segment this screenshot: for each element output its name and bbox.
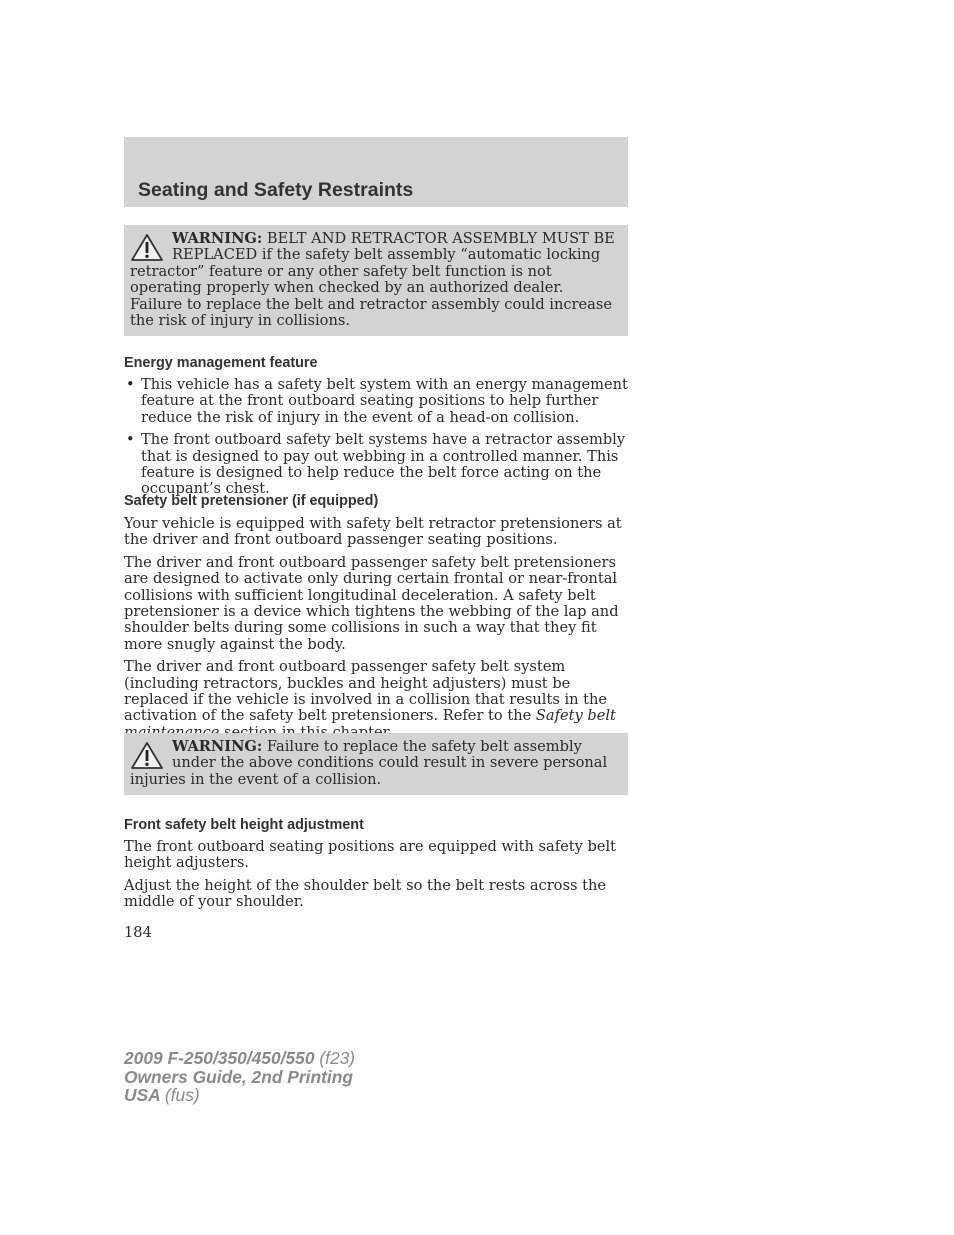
- footer-market: USA: [124, 1085, 161, 1106]
- list-item: • The front outboard safety belt systems have a retractor assembly that is designed to pay out webbing in a controlled manner. This feature is designed to help reduce the belt force acting on the occupant’s chest.: [126, 431, 626, 498]
- energy-management-section: [124, 355, 628, 504]
- pretensioner-paragraph-1: Your vehicle is equipped with safety belt retractor pretensioners at the driver and front outboard passenger seating positions.: [124, 515, 622, 549]
- energy-heading: Energy management feature: [124, 355, 318, 371]
- height-paragraph-2: Adjust the height of the shoulder belt so the belt rests across the middle of your shoulder.: [124, 876, 606, 911]
- footer-model-code: (f23): [319, 1048, 356, 1068]
- height-paragraph-1: The front outboard seating positions are equipped with safety belt height adjusters.: [124, 838, 617, 872]
- height-heading: Front safety belt height adjustment: [124, 817, 364, 833]
- energy-bullet-list: [124, 377, 628, 498]
- pretensioner-paragraph-3: The driver and front outboard passenger safety belt system (including retractors, buckles and height adjusters) must be replaced if the vehicle is involved in a collision that results in the activation of the safety belt pretensioners. Refer to the Safety belt: [124, 659, 628, 741]
- list-item: • This vehicle has a safety belt system with an energy management feature at the front outboard seating positions to help further reduce the risk of injury in the event of a head-on collision.: [126, 376, 628, 426]
- warning-text: Failure to replace the safety belt assembly under the above conditions could result in severe personal injuries in the event of a collision.: [130, 738, 608, 788]
- height-adjustment-section: [124, 817, 628, 911]
- footer-model: 2009 F-250/350/450/550: [124, 1048, 315, 1068]
- pretensioner-heading: Safety belt pretensioner (if equipped): [124, 493, 379, 509]
- warning-triangle-icon: [130, 233, 164, 263]
- warning-triangle-icon: [130, 741, 164, 771]
- warning-box-belt-replacement: [124, 225, 628, 336]
- page-number: 184: [124, 924, 152, 941]
- warning-box-collision: [124, 733, 628, 795]
- maintenance-section-reference: Safety belt: [535, 707, 616, 725]
- section-header: [124, 137, 628, 207]
- pretensioner-paragraph-2: The driver and front outboard passenger safety belt pretensioners are designed to activate only during certain frontal or near-frontal collisions with sufficient longitudinal deceleration. A safety belt pretensioner is a device which tightens the webbing of the lap and shoulder belts during some collisions in such a way that they fit more snugly against the body.: [124, 553, 619, 653]
- document-footer: [124, 1049, 524, 1105]
- pretensioner-section: [124, 493, 628, 741]
- warning-label: WARNING:: [172, 738, 263, 755]
- warning-text: BELT AND RETRACTOR ASSEMBLY MUST BE REPLACED if the safety belt assembly “automatic locking retractor” feature or any other safety belt function is not operating properly when checked by an authorized dealer. Failure to replace the belt and retractor assembly could increase the risk of injury in collisions.: [130, 230, 615, 330]
- footer-market-code: (fus): [164, 1085, 200, 1106]
- warning-label: WARNING:: [172, 230, 263, 247]
- footer-edition: Owners Guide, 2nd Printing: [124, 1066, 353, 1087]
- section-title: Seating and Safety Restraints: [138, 179, 414, 201]
